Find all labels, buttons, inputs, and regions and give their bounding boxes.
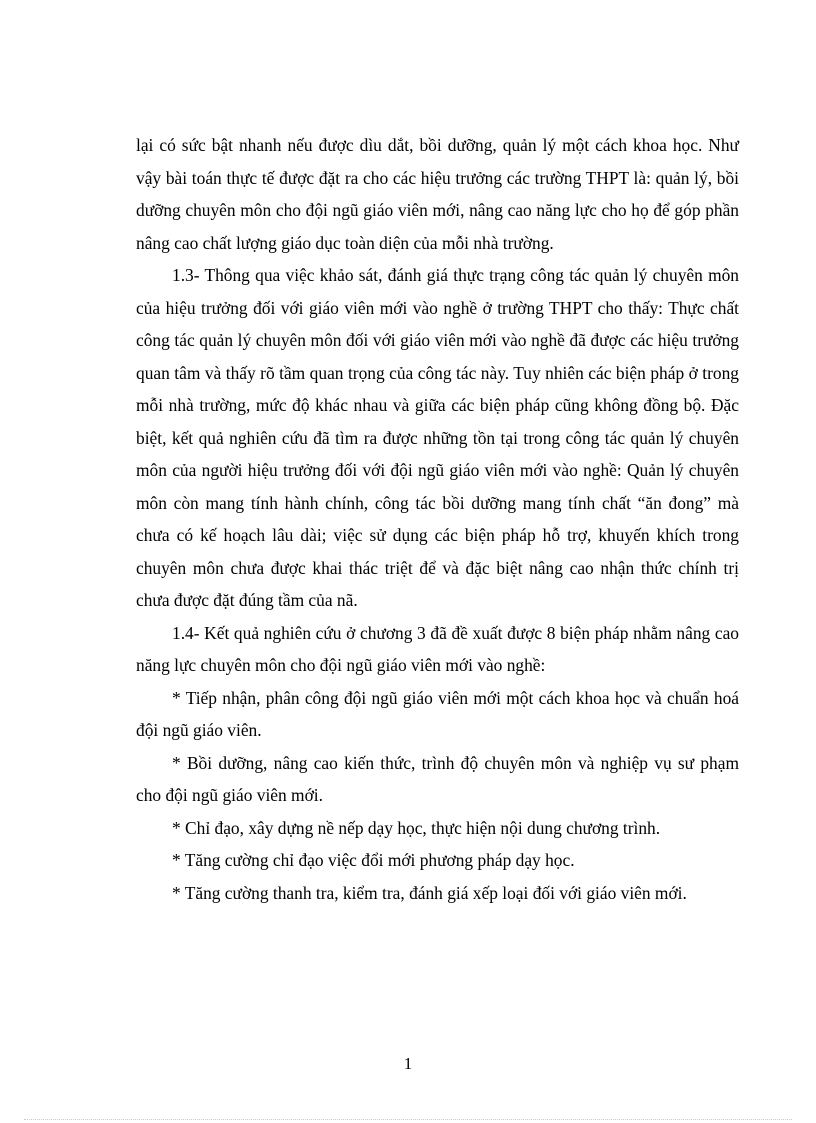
- paragraph-section-1-4: 1.4- Kết quả nghiên cứu ở chương 3 đã đề xuất được 8 biện pháp nhằm nâng cao năng lực chuyên môn cho đội ngũ giáo viên mới vào nghề:: [136, 622, 739, 675]
- bullet-item-1: * Tiếp nhận, phân công đội ngũ giáo viên mới một cách khoa học và chuẩn hoá đội ngũ giáo viên.: [136, 687, 739, 740]
- bullet-item-4: * Tăng cường chỉ đạo việc đổi mới phương pháp dạy học.: [172, 850, 575, 870]
- paragraph-section-1-3: 1.3- Thông qua việc khảo sát, đánh giá thực trạng công tác quản lý chuyên môn của hiệu trưởng đối với giáo viên mới vào nghề ở trường THPT cho thấy: Thực chất công tác quản lý chuyên môn đối với giáo viên mới vào nghề đã được các hiệu trưởng quan tâm và thấy rõ tầm quan trọng của công tác này. Tuy nhiên các biện pháp ở trong mỗi nhà trường, mức độ khác nhau và giữa các biện pháp cũng không đồng bộ. Đặc biệt, kết quả nghiên cứu đã tìm ra được những tồn tại trong công tác quản lý chuyên môn của người hiệu trưởng đối với đội ngũ giáo viên mới vào nghề: Quản lý chuyên môn còn mang tính hành chính, công tác bồi dưỡng mang tính chất “ăn đong” mà chưa có kế hoạch lâu dài; việc sử dụng các biện pháp hỗ trợ, khuyến khích trong chuyên môn chưa được khai thác triệt để và đặc biệt nâng cao nhận thức chính trị chưa được đặt đúng tầm của nã.: [136, 265, 739, 610]
- page-number: 1: [403, 1054, 413, 1073]
- paragraph-continuation: lại có sức bật nhanh nếu được dìu dắt, bồi dưỡng, quản lý một cách khoa học. Như vậy bài toán thực tế được đặt ra cho các hiệu trưởng các trường THPT là: quản lý, bồi dưỡng chuyên môn cho đội ngũ giáo viên mới, nâng cao năng lực cho họ để góp phần nâng cao chất lượng giáo dục toàn diện của mỗi nhà trường.: [136, 135, 739, 253]
- body-text: [136, 129, 739, 909]
- footer-divider: [24, 1119, 792, 1120]
- bullet-item-3: * Chỉ đạo, xây dựng nề nếp dạy học, thực hiện nội dung chương trình.: [172, 817, 661, 838]
- bullet-item-5: * Tăng cường thanh tra, kiểm tra, đánh giá xếp loại đối với giáo viên mới.: [172, 882, 687, 903]
- bullet-item-2: * Bồi dưỡng, nâng cao kiến thức, trình độ chuyên môn và nghiệp vụ sư phạm cho đội ngũ giáo viên mới.: [136, 752, 739, 805]
